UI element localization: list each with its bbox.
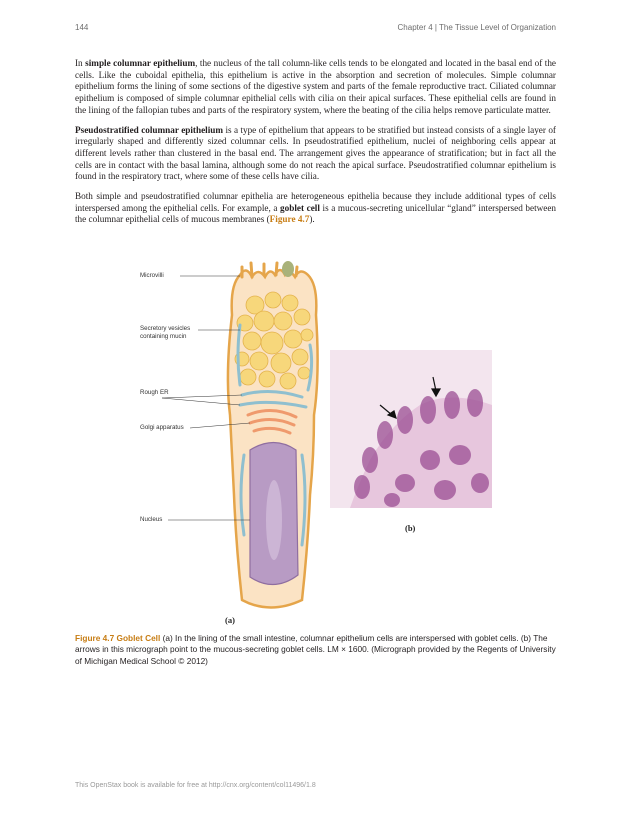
label-rough-er: Rough ER bbox=[140, 389, 169, 396]
label-secretory-vesicles: Secretory vesicles containing mucin bbox=[140, 325, 191, 340]
nucleolus bbox=[266, 480, 282, 560]
caption-text: (a) In the lining of the small intestine, columnar epithelium cells are interspersed with goblet cells. (b) The arrows in this micrograph point to the mucous-secreting goblet cells. LM × 1600. (Micrograph provided by the Regents of University of Michigan Medical School © 2012) bbox=[75, 633, 556, 666]
figure-link[interactable]: Figure 4.7 bbox=[269, 214, 310, 225]
page-footer: This OpenStax book is available for free at http://cnx.org/content/col11496/1.8 bbox=[75, 782, 316, 789]
paragraph-goblet: Both simple and pseudostratified columnar epithelia are heterogeneous epithelia because they include additional types of cells interspersed among the epithelial cells. For example, a goblet cell is a mucous-secreting unicellular “gland” interspersed between the columnar epithelial cells of mucous membranes (Figure 4.7). bbox=[75, 191, 557, 225]
label-nucleus: Nucleus bbox=[140, 516, 163, 523]
term-pseudostratified: Pseudostratified columnar epithelium bbox=[75, 124, 224, 135]
figure-illustration bbox=[130, 255, 510, 625]
paragraph-pseudostratified: Pseudostratified columnar epithelium is a type of epithelium that appears to be stratified but instead consists of a single layer of irregularly shaped and differently sized columnar cells. In pseudostratified epithelium, nuclei of neighboring cells appear at different levels rather than clustered in the basal end. The arrangement gives the appearance of stratification; but in fact all the cells are in contact with the basal lamina, although some do not reach the apical surface. Pseudostratified columnar epithelium is found in the respiratory tract, where some of these cells have cilia. bbox=[75, 124, 556, 182]
panel-label-b: (b) bbox=[405, 523, 416, 533]
label-golgi-apparatus: Golgi apparatus bbox=[140, 424, 184, 431]
page-number: 144 bbox=[75, 23, 89, 32]
chapter-title: Chapter 4 | The Tissue Level of Organization bbox=[397, 23, 556, 32]
panel-label-a: (a) bbox=[225, 615, 235, 625]
term-simple-columnar: simple columnar epithelium bbox=[85, 58, 196, 68]
caption-figure-id: Figure 4.7 Goblet Cell bbox=[75, 633, 161, 643]
paragraph-simple-columnar: In simple columnar epithelium, the nucleus of the tall column-like cells tends to be elongated and located in the basal end of the cells. Like the cuboidal epithelia, this epithelium is active in the absorption and secretion of molecules. Simple columnar epithelium forms the lining of some sections of the digestive system and parts of the female reproductive tract. Ciliated columnar epithelium is composed of simple columnar epithelial cells with cilia on their apical surfaces. These epithelial cells are found in the lining of the fallopian tubes and parts of the respiratory system, where the beating of the cilia helps remove particulate matter. bbox=[75, 58, 556, 115]
label-microvilli: Microvilli bbox=[140, 272, 164, 279]
figure-goblet-cell bbox=[130, 255, 510, 625]
micrograph bbox=[330, 350, 492, 508]
goblet-cell-diagram bbox=[228, 261, 318, 608]
body-text bbox=[75, 58, 556, 234]
figure-caption bbox=[75, 633, 556, 667]
term-goblet-cell: goblet cell bbox=[280, 202, 320, 213]
apical-granule bbox=[282, 261, 294, 277]
